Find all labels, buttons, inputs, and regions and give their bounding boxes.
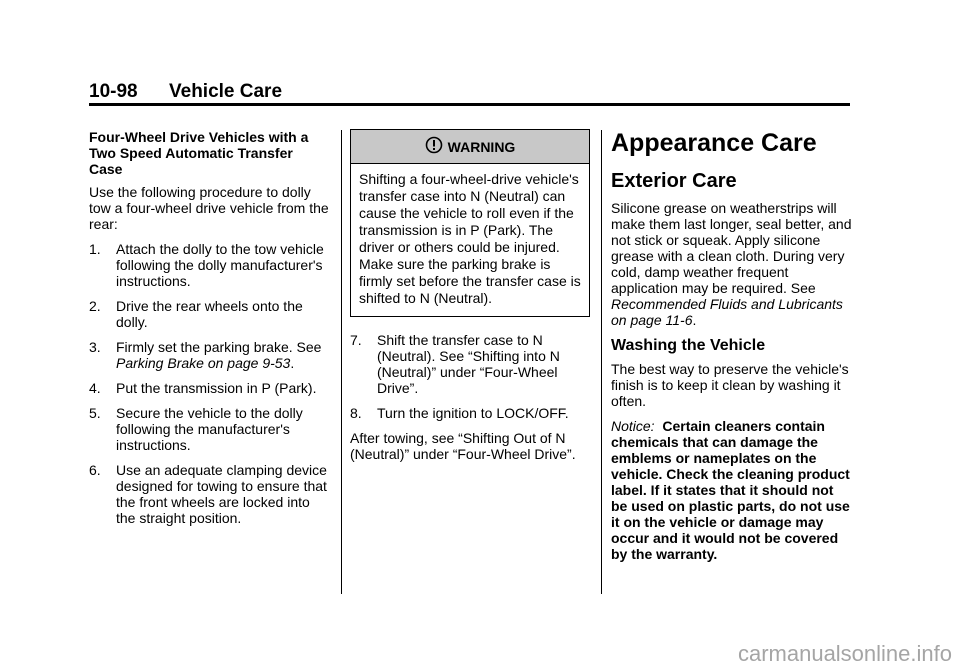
step-number: 7.: [350, 332, 362, 348]
list-item: [89, 380, 331, 396]
list-item: [89, 462, 331, 526]
warning-header: [351, 130, 589, 164]
step-text: Turn the ignition to LOCK/OFF.: [377, 405, 569, 421]
step-number: 5.: [89, 405, 101, 421]
notice-label: Notice:: [611, 418, 655, 434]
list-item: [89, 298, 331, 330]
step-text: Attach the dolly to the tow vehicle following the dolly manufacturer's instructions.: [116, 241, 324, 289]
heading-washing-vehicle: Washing the Vehicle: [611, 337, 766, 354]
cross-reference-link[interactable]: Recommended Fluids and Lubricants on page 11-6: [611, 296, 843, 328]
column-divider-1: [341, 130, 342, 594]
column-1: [89, 129, 331, 535]
step-text-end: .: [290, 355, 295, 371]
section-title: Vehicle Care: [169, 81, 283, 102]
notice-paragraph: [611, 418, 853, 562]
warning-title: WARNING: [447, 138, 516, 155]
page-number: 10-98: [89, 81, 138, 102]
exterior-text-end: .: [692, 312, 697, 328]
step-list-1: [89, 241, 331, 526]
warning-body: Shifting a four-wheel-drive vehicle's transfer case into N (Neutral) can cause the vehicle to roll even if the transmission is in P (Park). The driver or others could be injured. Make sure the parking brake is firmly set before the transfer case is shifted to N (Neutral).: [359, 171, 581, 306]
warning-box: [350, 129, 590, 317]
heading-appearance-care: Appearance Care: [611, 129, 817, 157]
step-text: Secure the vehicle to the dolly following the manufacturer's instructions.: [116, 405, 303, 453]
step-number: 2.: [89, 298, 101, 314]
cross-reference-link[interactable]: Parking Brake on page 9-53: [116, 355, 291, 371]
header-rule: [89, 103, 850, 106]
step-list-2: [350, 332, 590, 421]
step-text: Drive the rear wheels onto the dolly.: [116, 298, 303, 330]
step-text: Firmly set the parking brake. See: [116, 339, 322, 355]
column-3: [611, 129, 853, 571]
intro-text: Use the following procedure to dolly tow a four-wheel drive vehicle from the rear:: [89, 184, 329, 232]
step-number: 4.: [89, 380, 101, 396]
step-number: 6.: [89, 462, 101, 478]
notice-text: Certain cleaners contain chemicals that can damage the emblems or nameplates on the vehicle. Check the cleaning product label. If it states that it should not be used on plastic parts, do not use it on the vehicle or damage may occur and it would not be covered by the warranty.: [611, 418, 850, 562]
list-item: [350, 405, 590, 421]
step-text: Shift the transfer case to N (Neutral). See “Shifting into N (Neutral)” under “Four-Wheel Drive”.: [377, 332, 560, 396]
exterior-care-text: [611, 200, 853, 328]
page-header: [89, 82, 849, 102]
step-text: Put the transmission in P (Park).: [116, 380, 317, 396]
subheading: Four-Wheel Drive Vehicles with a Two Speed Automatic Transfer Case: [89, 129, 309, 177]
washing-text: The best way to preserve the vehicle's finish is to keep it clean by washing it often.: [611, 361, 849, 409]
list-item: [89, 339, 331, 371]
warning-icon: [425, 136, 443, 157]
step-number: 1.: [89, 241, 101, 257]
heading-exterior-care: Exterior Care: [611, 170, 737, 192]
exterior-text: Silicone grease on weatherstrips will make them last longer, seal better, and not stick or squeak. Apply silicone grease with a clean cloth. During very cold, damp weather frequent application may be required. See: [611, 200, 852, 296]
after-towing-text: After towing, see “Shifting Out of N (Neutral)” under “Four-Wheel Drive”.: [350, 430, 576, 462]
watermark: carmanualsonline.info: [737, 641, 952, 666]
step-text: Use an adequate clamping device designed for towing to ensure that the front wheels are locked into the straight position.: [116, 462, 327, 526]
list-item: [89, 405, 331, 453]
step-number: 8.: [350, 405, 362, 421]
list-item: [350, 332, 590, 396]
column-divider-2: [601, 130, 602, 594]
column-2: [350, 129, 590, 471]
list-item: [89, 241, 331, 289]
step-number: 3.: [89, 339, 101, 355]
